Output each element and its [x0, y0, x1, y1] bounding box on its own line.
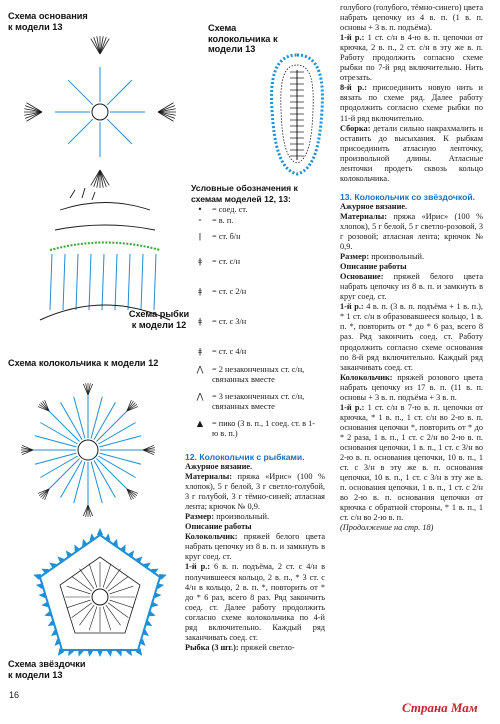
model-13-heading: 13. Колокольчик со звёздочкой. — [340, 191, 475, 202]
continuation-note: (Продолжение на стр. 18) — [340, 523, 434, 533]
double-crochet-symbol: ǂ — [198, 256, 202, 266]
triple-treble-symbol: ǂ — [198, 316, 202, 326]
legend-item: ⋀ = 3 незаконченных ст. с/н, связанных вместе — [190, 392, 315, 411]
legend-title: Условные обозначения к схемам моделей 12, 13: — [191, 183, 298, 204]
slip-stitch-symbol: • — [197, 204, 203, 214]
caption-fish-12: Схема рыбки к модели 12 — [128, 309, 190, 330]
star-13-diagram — [30, 515, 180, 680]
legend-item: ǂ = ст. с 3/н — [190, 317, 246, 327]
legend-item: ⁃ = в. п. — [190, 216, 233, 226]
model-12-text: 12. Колокольчик с рыбками. Ажурное вязание. Материалы: пряжа «Ирис» (100 % хлопок), 5 г белой, 3 г светло-голубой, 3 г голубой, 3 г тёмно-синей; атласная лента; крючок № 0,9. Размер: произвольный. Описание работы Колокольчик: пряжей белого цвета набрать цепочку из 8 в. п. и замкнуть в круг соед. ст. 1-й р.: 6 в. п. подъёма, 2 ст. с 4/н в получившееся кольцо, 2 в. п., * 3 ст. с 4/н в кольцо, 2 в. п. *, повторить от * до * 6 раз, всего 8 раз. Ряд закончить соед. ст. Далее работу продолжить согласно схеме колокольчика по 4-й ряд включительно. Каждый ряд заканчивать соед. ст. Рыбка (3 шт.): пряжей светло- — [185, 452, 326, 652]
fish-12-diagram — [30, 180, 180, 330]
legend-item: ▲ = пико (3 в. п., 1 соед. ст. в 1-ю в. п.) — [190, 419, 315, 438]
caption-base-13: Схема основания к модели 13 — [8, 11, 88, 32]
legend-item: ⋀ = 2 незаконченных ст. с/н, связанных вместе — [190, 365, 315, 384]
caption-bell-12: Схема колокольчика к модели 12 — [8, 358, 159, 368]
picot-symbol: ▲ — [196, 418, 204, 428]
right-column-text: голубого (голубого, тёмно-синего) цвета набрать цепочку из 4 в. п. (1 в. п. основы + 3 в. п. подъёма). 1-й р.: 1 ст. с/н в 4-ю в. п. цепочки от крючка, 2 в. п., 2 ст. с/н в эту же в. п. Работу продолжить согласно схеме рыбки по 7-й ряд включительно. Нить отрезать. 8-й р.: присоединить новую нить и вязать по схеме ряд. Далее работу продолжить согласно схеме рыбки по 11-й ряд включительно. Сборка: детали сильно накрахмалить и оставить до высыхания. К рыбкам присоединить атласную ленточку, произвольной длины. Атласные ленточки продеть сквозь кольцо колокольчика. 13. Колокольчик со звёздочкой. Ажурное вязание. Материалы: пряжа «Ирис» (100 % хлопок), 5 г белой, 5 г светло-розовой, 3 г розовой; атласная лента; крючок № 0,9. Размер: произвольный. Описание работы Основание: пряжей белого цвета набрать цепочку из 8 в. п. и замкнуть в круг соед. ст. 1-й р.: 4 в. п. (3 в. п. подъёма + 1 в. п.), * 1 ст. с/н в образовавшееся кольцо, 1 в. п. *, повторить от * до * 6 раз, всего 8 раз. Ряд закончить соед. ст. Работу продолжить согласно схеме основания по 8-й ряд включительно. Каждый ряд заканчивать соед. ст. Колокольчик: пряжей розового цвета набрать цепочку из 17 в. п. (11 в. п. основы + 3 в. п. подъёма + 3 в. п. 1-й р.: 1 ст. с/н в 7-ю в. п. цепочки от крючка, * 1 в. п., 1 ст. с/н во 2-ю в. п. основания цепочки *, повторить от * до * 2 раза, 1 в. п., 1 ст. с 2/н во 2-ю в. п. основания цепочки, 1 в. п., 1 ст. с 3/н во 2-ю в. п. основания цепочки, 10 в. п., 1 ст. с 3/н в эту же в. п. основания цепочки, 10 в. п., 1 ст. с 3/н в эту же в. п. основания цепочки, 1 в. п., 1 ст. с 2/н во 2-ю в. п. основания цепочки от крючка с обратной стороны, * 1 в. п., 1 ст. с/н во 2-ю в. п. (Продолжение на стр. 18) — [340, 3, 484, 533]
base-13-diagram — [20, 20, 200, 190]
treble-crochet-symbol: ǂ — [198, 286, 202, 296]
three-dc-together-symbol: ⋀ — [196, 391, 204, 401]
quadruple-treble-symbol: ǂ — [198, 346, 202, 356]
legend-item: ǂ = ст. с 2/н — [190, 287, 246, 297]
bell-13-diagram — [262, 50, 332, 180]
legend-item: • = соед. ст. — [190, 205, 247, 215]
watermark-logo: Страна Мам — [402, 700, 478, 715]
single-crochet-symbol: ǀ — [198, 231, 202, 241]
legend-item: ǂ = ст. с/н — [190, 257, 240, 267]
knit-type: Ажурное вязание. — [185, 462, 253, 471]
caption-star-13: Схема звёздочки к модели 13 — [8, 659, 86, 680]
legend-item: ǂ = ст. с 4/н — [190, 347, 246, 357]
chain-symbol: ⁃ — [197, 215, 203, 225]
bell-12-diagram — [18, 372, 188, 522]
model-12-heading: 12. Колокольчик с рыбками. — [185, 452, 305, 462]
page-number: 16 — [9, 690, 20, 700]
two-dc-together-symbol: ⋀ — [196, 364, 204, 374]
caption-bell-13: Схема колокольчика к модели 13 — [208, 23, 278, 54]
legend-item: ǀ = ст. б/н — [190, 232, 241, 242]
